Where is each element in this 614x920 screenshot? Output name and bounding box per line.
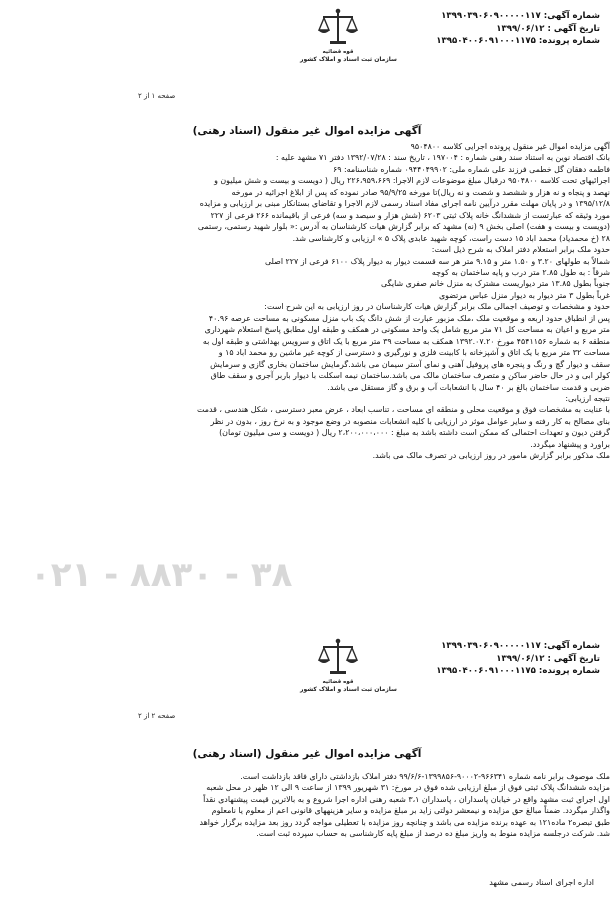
text-line: مورد وثیقه که عبارتست از ششدانگ خانه پلاک ثبتی ۶۲۰۳ (شش هزار و سیصد و سه) فرعی از باقیمانده ۲۶۶ فرعی از ۲۲۷ [210,210,610,220]
text-line: براورد و پیشنهاد میگردد. [530,439,610,449]
signature: اداره اجرای اسناد رسمی مشهد [489,878,594,887]
text-line: با عنایت به مشخصات فوق و موقعیت محلی و منطقه ای مساحت ، تناسب ابعاد ، عرض معبر دسترسی ، شکل هندسی ، قدمت [196,405,610,415]
notice2-body [50,771,610,840]
text-line: ضربی و قدمت ساختمان بالغ بر ۴۰ سال با انشعابات آب و برق و گاز مستقل می باشد. [327,382,610,392]
text-line: غرباً بطول ۳ متر دیوار به دیوار منزل عباس مرتضوی [438,290,610,300]
text-line: بنای مصالح به کار رفته و سایر عوامل موثر در ارزیابی با کلیه انشعابات منصوبه در وضع موجود و به نرخ روز ، بدون در نظر [210,416,610,426]
scales-of-justice-icon [315,8,361,48]
judiciary-caption: قوه قضائیه [322,49,354,55]
text-line: حدود و مشخصات و توصیف اجمالی ملک برابر گزارش هیات کارشناسان در روز ارزیابی به این شرح است: [264,302,610,312]
judiciary-caption: قوه قضائیه [322,679,354,685]
text-line: منطقه ۶ به شماره ۴۵۴۱۱۵۶ مورخ ۱۳۹۲.۰۷.۲۰ همکف به مساحت ۳۹ متر مربع با یک اتاق و سرویس بهداشتی و طبقه اول به [202,336,610,346]
text-line: اول اجرای ثبت مشهد واقع در خیابان پاسداران ، پاسداران ۳،۱ شعبه رهنی اداره اجرا شروع و به بالاترین قیمت پیشنهادی نقداً [203,794,610,804]
text-line: بانک اقتصاد نوین به استناد سند رهنی شماره : ۱۹۷۰۰۴ ، تاریخ سند : ۱۳۹۲/۰۷/۲۸ دفتر ۷۱ مشهد علیه : [275,153,610,163]
ad-date: تاریخ آگهی : ۱۳۹۹/۰۶/۱۲ [496,653,600,664]
ad-number: شماره آگهی: ۱۳۹۹۰۳۹۰۶۰۹۰۰۰۰۰۱۱۷ [441,641,600,651]
notice1-body [50,141,610,462]
judiciary-logo [300,638,397,694]
text-line: سقف و دیوار گچ و رنگ و پنجره های پروفیل آهنی و نمای آستر سیمان می باشد.گرمایش ساختمان بخاری گازی و سرمایش [210,359,610,369]
scales-of-justice-icon [315,638,361,678]
org-name: سازمان ثبت اسناد و املاک کشور [300,686,397,693]
text-line: متر مربع و اعیان به مساحت کل ۷۱ متر مربع شامل یک واحد مسکونی در همکف و طبقه اول مطابق پاسخ استعلام شهرداری [204,325,610,335]
text-line: شد. شرکت درجلسه مزایده منوط به واریز مبلغ ده درصد از مبلغ پایه کارشناسی به حساب سپرده ثبت است. [256,829,610,839]
text-line: فاطمه دهقان گل خطمی فرزند علی شماره ملی: ۰۹۴۴۰۴۹۹۰۲ شماره شناسنامه: ۶۹ [332,164,610,174]
text-line: مزایده ششدانگ پلاک ثبتی فوق از مبلغ ارزیابی شده فوق در مورخ: ۳۱ شهریور ۱۳۹۹ از ساعت ۹ الی ۱۲ ظهر در محل شعبه [206,783,610,793]
notice2-title: آگهی مزایده اموال غیر منقول (اسناد رهنی) [192,748,422,760]
notice1-header [0,6,614,100]
text-line: ۲۸ (خ محمدیاد) محمد اباد ۱۵ دست راست، کوچه شهید عابدی پلاک ۵ » ارزیابی و کارشناسی شد. [292,233,610,243]
text-line: ۱۳۹۵/۱۲/۸ و در پایان مهلت مقرر درآیین نامه اجرای مفاد اسناد رسمی لازم الاجرا و تقاضای بستانکار مبنی بر ارزیابی و مزایده [199,199,610,209]
page-label: صفحه ۱ از ۲ [138,92,176,100]
text-line: (دویست و بیست و هفت) اصلی بخش ۹ (نه) مشهد که برابر گزارش هیات کارشناسان به آدرس :« بلوار شهید رستمی، رستمی [197,222,610,232]
notice2-meta [400,640,600,678]
notice1-title: آگهی مزایده اموال غیر منقول (اسناد رهنی) [192,125,422,137]
judiciary-logo [300,8,397,64]
text-line: ملک موصوف برابر نامه شماره ۹۶۶۳۴۱-۹۰۰۰۲-۱۳۹۹۸۵۶-۹۹/۶/۶ دفتر املاک بازداشتی دارای فاقد بازداشت است. [240,772,610,781]
ad-date: تاریخ آگهی : ۱۳۹۹/۰۶/۱۲ [496,23,600,34]
file-number: شماره پرونده: ۱۳۹۵۰۴۰۰۶۰۹۱۰۰۰۱۱۷۵ [436,666,600,676]
text-line: مساحت ۳۲ متر مربع با یک اتاق و آشپزخانه با کابینت فلزی و نورگیری و دسترسی از کوچه غیر ماشین رو محمد اباد ۱۵ و [218,348,610,358]
text-line: آگهی مزایده اموال غیر منقول پرونده اجرایی کلاسه ۹۵۰۴۸۰۰ [410,142,610,151]
org-name: سازمان ثبت اسناد و املاک کشور [300,56,397,63]
text-line: ملک مذکور برابر گزارش مامور در روز ارزیابی در تصرف مالک می باشد. [372,451,610,461]
text-line: شمالاً به طولهای ۳.۲۰ و ۱.۵۰ متر و ۹.۱۵ متر هر سه قسمت دیوار به دیوار پلاک ۶۱۰۰ فرعی از ۲۲۷ اصلی [264,256,610,266]
text-line: نتیجه ارزیابی: [565,393,610,403]
text-line: گرفتن دیون و تعهدات احتمالی که ممکن است داشته باشد به مبلغ : ۲،۲۰۰،۰۰۰،۰۰۰ ریال ( دویست و سی میلیون تومان) [219,428,610,438]
text-line: پس از انطباق حدود اربعه و موقعیت ملک ،ملک مزبور عبارت از شش دانگ یک باب منزل مسکونی به مساحت عرصه ۴۰.۹۶ [208,313,610,323]
text-line: نهصد و پنجاه و نه هزار و ششصد و شصت و نه ریال)تا مورخه ۹۵/۹/۲۵ صادر نموده که پس از ابلاغ اجرائیه در مورخه [231,187,610,197]
text-line: شرقاً : به طول ۲.۸۵ متر درب و پایه ساختمان به کوچه [431,267,610,277]
file-number: شماره پرونده: ۱۳۹۵۰۴۰۰۶۰۹۱۰۰۰۱۱۷۵ [436,36,600,46]
ad-number: شماره آگهی: ۱۳۹۹۰۳۹۰۶۰۹۰۰۰۰۰۱۱۷ [441,11,600,21]
notice2-header [0,636,614,720]
text-line: واگذار میگردد. ضمناً مبالغ حق مزایده و نیمعشر دولتی زاید بر مبلغ مزایده و سایر هزینههای قانونی اعم از معلوم یا نامعلوم [211,806,610,816]
text-line: حدود ملک برابر استعلام دفتر املاک به شرح ذیل است: [431,245,610,255]
text-line: کولر ابی و در حال حاضر ساکن و متصرف ساختمان مالک می باشد.ساختمان نیمه اسکلت با دیوار باربر آجری و سقف طاق [210,371,610,381]
text-line: جنوباً بطول ۱۳.۸۵ متر دیواریست مشترک به منزل خانم صفری شایگی [381,279,610,289]
text-line: طبق تبصره۲ ماده۱۲۱ به عهده برنده مزایده می باشد و چنانچه روز مزایده با تعطیلی مواجه گردد روز بعد مزایده برگزار خواهد [199,817,610,827]
text-line: اجرائیهای تحت کلاسه ۹۵۰۴۸۰۰ درقبال مبلغ موضوعات لازم الاجرا: ۲۲۶،۹۵۹،۶۶۹ ریال ( دویست و بیست و شش میلیون و [214,176,610,186]
notice1-meta [400,10,600,48]
watermark-phone: ۰۲۱ - ۸۸۳۰ - ۳۸ [30,555,293,595]
page-label: صفحه ۲ از ۲ [138,712,176,720]
